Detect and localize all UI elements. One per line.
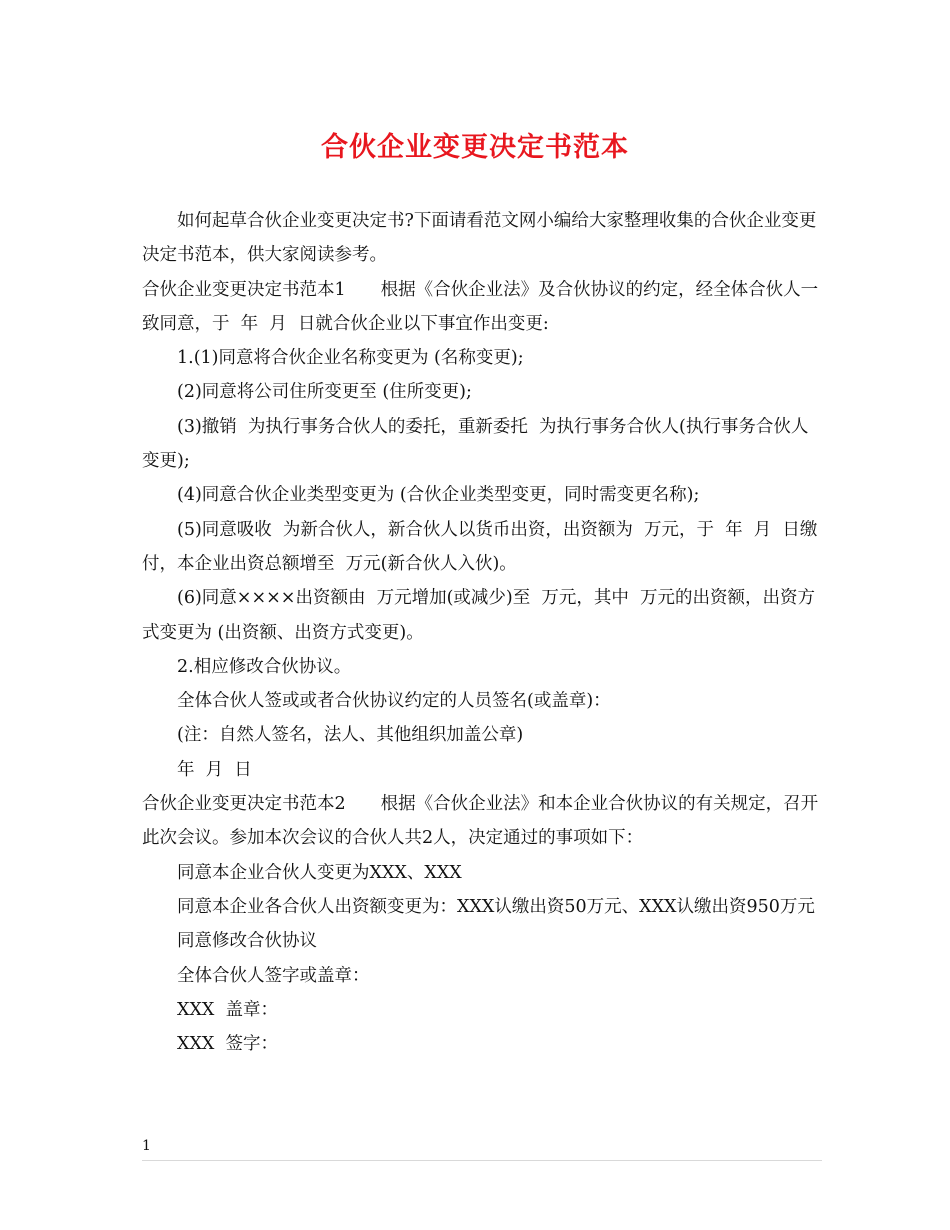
paragraph-item-2: (2)同意将公司住所变更至 (住所变更); xyxy=(177,382,472,403)
paragraph-modify-agreement: 2.相应修改合伙协议。 xyxy=(177,656,352,677)
paragraph-sample2-heading: 合伙企业变更决定书范本2 根据《合伙企业法》和本企业合伙协议的有关规定，召开此次会议。参加本次会议的合伙人共2人，决定通过的事项如下： xyxy=(142,794,819,849)
paragraph-capital-change: 同意本企业各合伙人出资额变更为：XXX认缴出资50万元、XXX认缴出资950万元 xyxy=(177,896,815,917)
paragraph-item-6: (6)同意××××出资额由 万元增加(或减少)至 万元，其中 万元的出资额，出资方式变更为 (出资额、出资方式变更)。 xyxy=(142,588,815,643)
paragraph-signature-line: XXX 签字： xyxy=(177,1034,279,1055)
paragraph-note: (注：自然人签名，法人、其他组织加盖公章) xyxy=(177,725,524,746)
paragraph-item-5: (5)同意吸收 为新合伙人，新合伙人以货币出资，出资额为 万元，于 年 月 日缴付，本企业出资总额增至 万元(新合伙人入伙)。 xyxy=(142,519,818,574)
paragraph-intro: 如何起草合伙企业变更决定书?下面请看范文网小编给大家整理收集的合伙企业变更决定书范本，供大家阅读参考。 xyxy=(142,211,817,266)
paragraph-sample1-heading: 合伙企业变更决定书范本1 根据《合伙企业法》及合伙协议的约定，经全体合伙人一致同意，于 年 月 日就合伙企业以下事宜作出变更: xyxy=(142,279,819,334)
paragraph-item-1-1: 1.(1)同意将合伙企业名称变更为 (名称变更); xyxy=(177,348,524,369)
paragraph-signatures: 全体合伙人签或或者合伙协议约定的人员签名(或盖章)： xyxy=(177,691,611,712)
document-body xyxy=(142,204,822,1061)
paragraph-partner-change: 同意本企业合伙人变更为XXX、XXX xyxy=(177,862,462,883)
paragraph-amend-agreement: 同意修改合伙协议 xyxy=(177,931,317,952)
footer-divider xyxy=(142,1160,822,1161)
paragraph-all-partners-sign: 全体合伙人签字或盖章： xyxy=(177,965,370,986)
paragraph-date: 年 月 日 xyxy=(177,759,252,780)
paragraph-seal-line: XXX 盖章： xyxy=(177,999,279,1020)
document-title: 合伙企业变更决定书范本 xyxy=(321,132,629,163)
paragraph-item-4: (4)同意合伙企业类型变更为 (合伙企业类型变更，同时需变更名称); xyxy=(177,485,700,506)
page-number: 1 xyxy=(142,1138,151,1154)
paragraph-item-3: (3)撤销 为执行事务合伙人的委托，重新委托 为执行事务合伙人(执行事务合伙人变更); xyxy=(142,416,809,472)
